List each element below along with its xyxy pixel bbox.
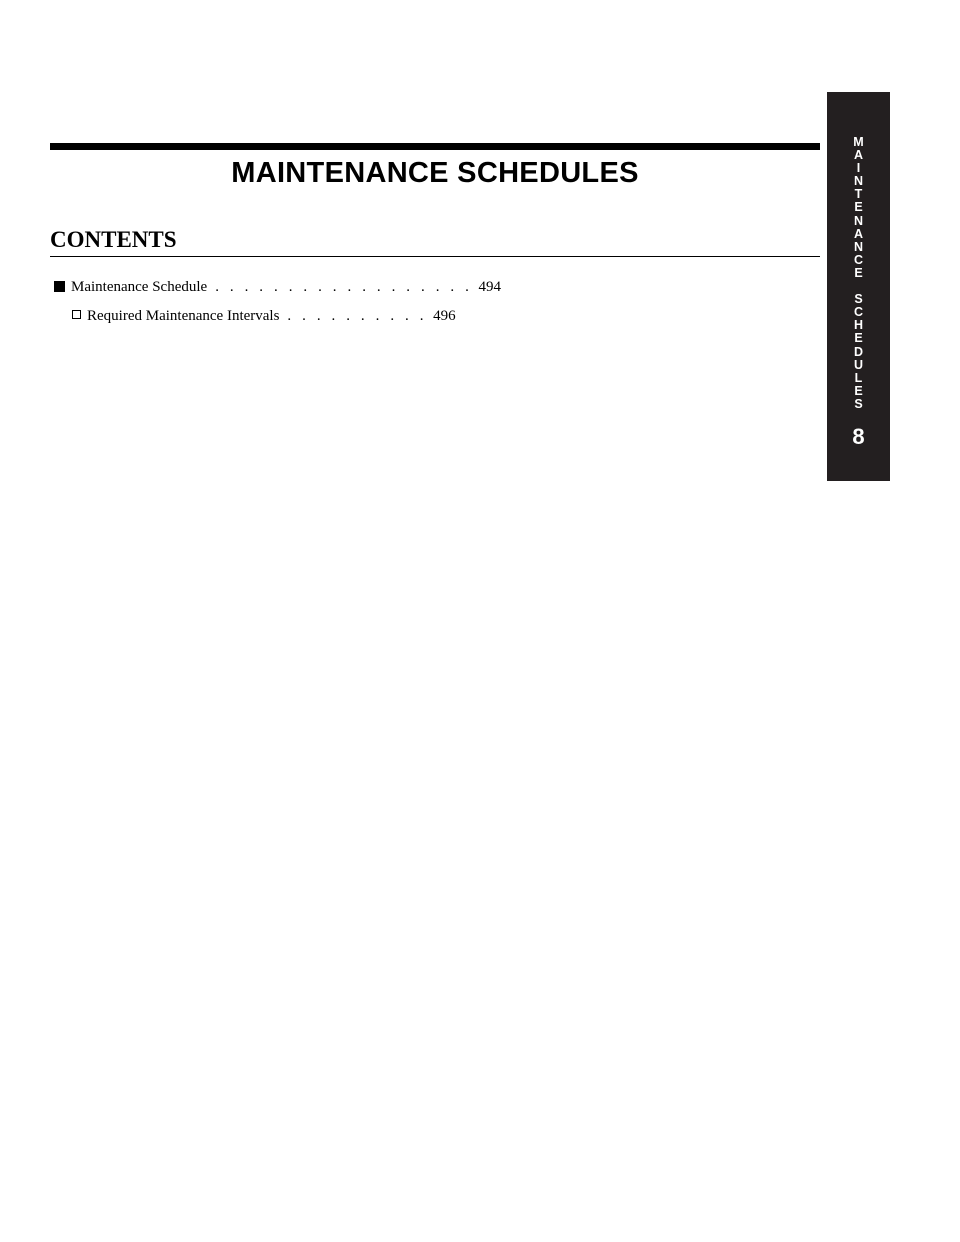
- side-tab-letter: H: [853, 318, 864, 333]
- side-tab-chapter-number: 8: [852, 424, 865, 449]
- side-tab-letter: S: [854, 292, 863, 307]
- side-tab-letter: N: [853, 174, 864, 189]
- side-tab-letter: E: [854, 265, 863, 280]
- side-tab-letter: A: [853, 226, 864, 241]
- side-tab-vertical-title: [827, 136, 890, 411]
- side-tab-letter: E: [854, 331, 863, 346]
- contents-heading: CONTENTS: [50, 227, 177, 252]
- side-tab-letter: I: [856, 161, 861, 176]
- toc-entry-maintenance-schedule[interactable]: [54, 277, 501, 297]
- side-tab-letter: L: [854, 370, 863, 385]
- side-tab-letter: U: [853, 357, 864, 372]
- side-tab-letter: C: [853, 305, 864, 320]
- toc-entry-label: Required Maintenance Intervals: [87, 308, 280, 324]
- side-tab-letter: N: [853, 213, 864, 228]
- side-tab-letter: E: [854, 200, 863, 215]
- toc-leader-dots: . . . . . . . . . .: [287, 308, 428, 324]
- toc-entry-label: Maintenance Schedule: [71, 279, 208, 295]
- side-tab-letter: A: [853, 148, 864, 163]
- side-tab-letter: D: [853, 344, 864, 359]
- contents-rule: [50, 256, 820, 257]
- side-tab-letter: C: [853, 252, 864, 267]
- hollow-square-bullet-icon: [72, 310, 81, 319]
- side-tab-letter: S: [854, 396, 863, 411]
- chapter-title: MAINTENANCE SCHEDULES: [231, 157, 639, 189]
- side-tab-letter: E: [854, 383, 863, 398]
- chapter-side-tab: [827, 92, 890, 481]
- toc-page-number: 496: [433, 308, 456, 324]
- toc-page-number: 494: [478, 279, 501, 295]
- side-tab-letter: T: [854, 187, 863, 202]
- toc-entry-required-maintenance-intervals[interactable]: [72, 306, 456, 326]
- filled-square-bullet-icon: [54, 281, 65, 292]
- toc-leader-dots: . . . . . . . . . . . . . . . . . .: [215, 279, 473, 295]
- side-tab-letter: N: [853, 239, 864, 254]
- side-tab-letter: M: [853, 135, 864, 149]
- chapter-top-rule: [50, 143, 820, 150]
